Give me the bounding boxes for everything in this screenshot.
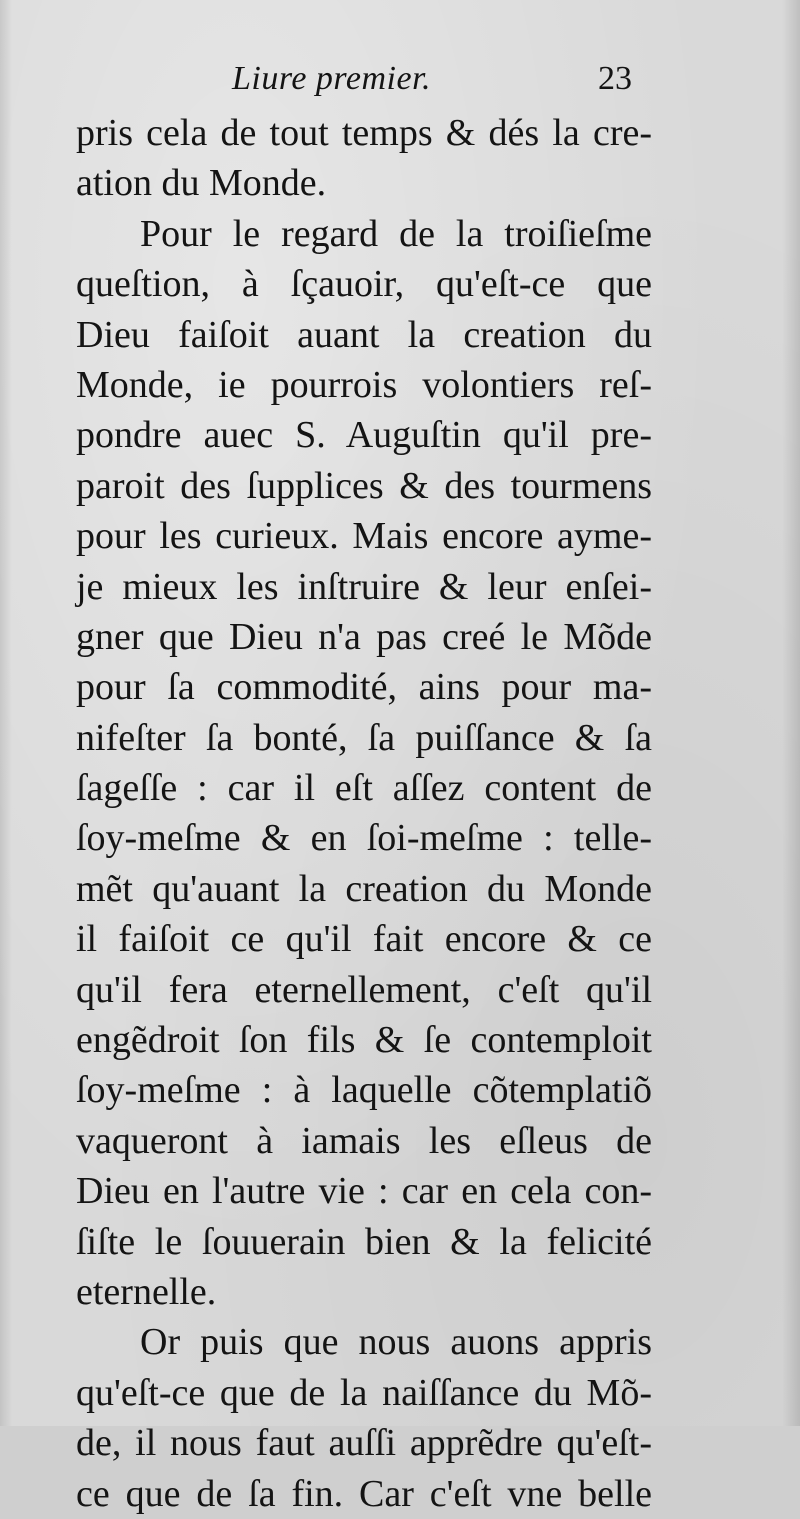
- text-line: Dieu en l'autre vie : car en cela con-: [76, 1170, 652, 1213]
- text-line: pris cela de tout temps & dés la cre-: [76, 112, 652, 154]
- text-line: eternelle.: [76, 1270, 217, 1313]
- text-line: nifeſter ſa bonté, ſa puiſſance & ſa: [76, 716, 652, 759]
- text-line: il faiſoit ce qu'il fait encore & ce: [76, 918, 652, 961]
- text-line: pour ſa commodité, ains pour ma-: [76, 666, 652, 709]
- text-line: gner que Dieu n'a pas creé le Mõde: [76, 615, 652, 658]
- text-line: Monde, ie pourrois volontiers reſ-: [76, 363, 652, 406]
- page-header: [0, 60, 800, 110]
- page-gutter-shadow: [0, 0, 12, 1426]
- text-line: qu'il fera eternellement, c'eſt qu'il: [76, 968, 652, 1011]
- text-line: ce que de ſa fin. Car c'eſt vne belle: [76, 1472, 652, 1515]
- page-edge-shadow: [782, 0, 800, 1426]
- text-line: ſoy-meſme & en ſoi-meſme : telle-: [76, 817, 652, 860]
- text-line: ſageſſe : car il eſt aſſez content de: [76, 767, 652, 810]
- page-number: 23: [598, 60, 632, 97]
- text-line: pondre auec S. Auguſtin qu'il pre-: [76, 414, 652, 457]
- text-line: ſoy-meſme : à laquelle cõtemplatiõ: [76, 1069, 652, 1112]
- text-line: Dieu faiſoit auant la creation du: [76, 313, 652, 356]
- text-line: je mieux les inſtruire & leur enſei-: [76, 565, 652, 608]
- running-head: Liure premier.: [232, 60, 432, 97]
- text-line: pour les curieux. Mais encore ayme-: [76, 515, 652, 558]
- text-line: Or puis que nous auons appris: [140, 1321, 652, 1364]
- text-line: de, il nous faut auſſi apprẽdre qu'eſt-: [76, 1422, 652, 1465]
- text-line: queſtion, à ſçauoir, qu'eſt-ce que: [76, 263, 652, 306]
- text-line: Pour le regard de la troiſieſme: [140, 212, 652, 255]
- text-line: ation du Monde.: [76, 162, 327, 205]
- text-line: mẽt qu'auant la creation du Monde: [76, 867, 652, 910]
- text-line: engẽdroit ſon fils & ſe contemploit: [76, 1019, 652, 1062]
- text-line: paroit des ſupplices & des tourmens: [76, 464, 652, 507]
- text-line: ſiſte le ſouuerain bien & la felicité: [76, 1220, 652, 1263]
- text-line: vaqueront à iamais les eſleus de: [76, 1119, 652, 1162]
- text-line: qu'eſt-ce que de la naiſſance du Mõ-: [76, 1371, 652, 1414]
- body-text: [76, 108, 652, 1519]
